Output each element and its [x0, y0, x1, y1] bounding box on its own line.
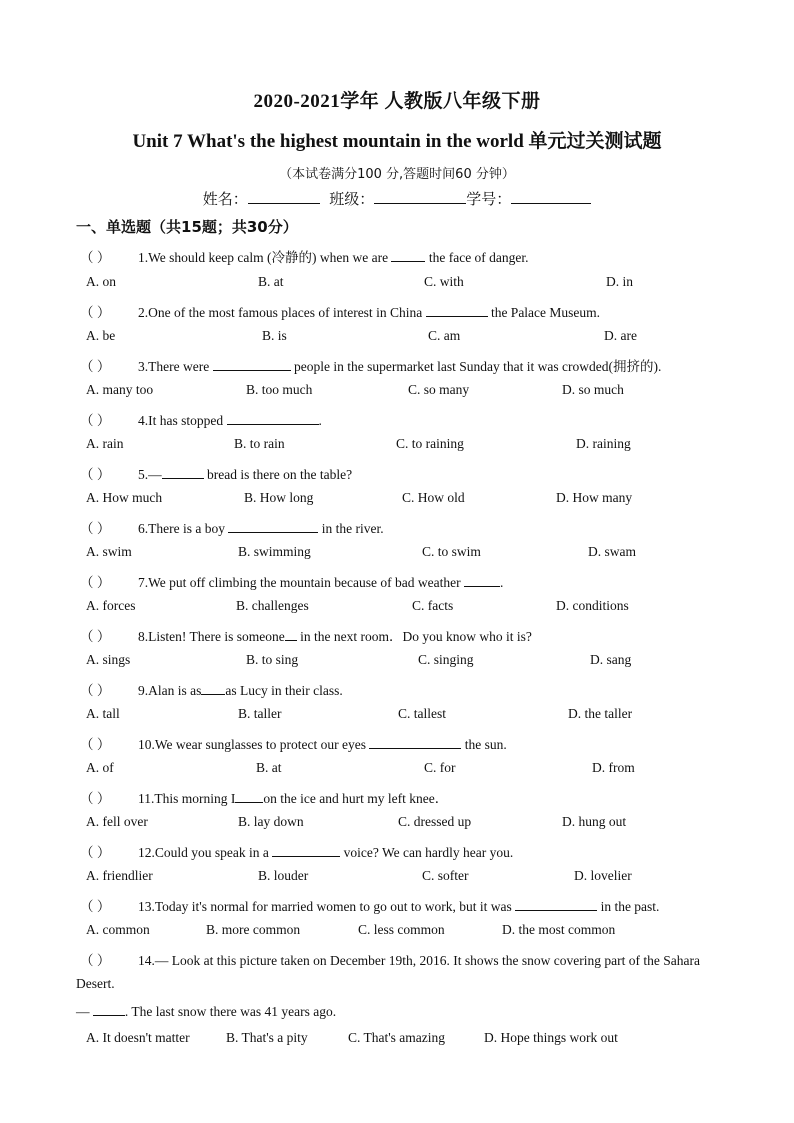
question-text-tail: in the next room．Do you know who it is? — [296, 629, 532, 644]
question-text-tail: . — [318, 413, 322, 428]
option-a[interactable]: A. friendlier — [86, 868, 153, 883]
option-b[interactable]: B. at — [258, 274, 284, 289]
dash: — — [76, 1004, 93, 1019]
question-text: 14.— Look at this picture taken on December 19th, 2016. It shows the snow covering part of the Sahara — [138, 953, 700, 968]
question-text: 6.There is a boy — [138, 521, 229, 536]
question-text-tail: voice? We can hardly hear you. — [340, 845, 514, 860]
unit-title: Unit 7 What's the highest mountain in the world 单元过关测试题 — [132, 131, 662, 152]
answer-blank — [285, 628, 297, 641]
option-b[interactable]: B. swimming — [238, 544, 311, 559]
option-c[interactable]: C. dressed up — [398, 814, 472, 829]
question-text: 7.We put off climbing the mountain because of bad weather — [138, 575, 464, 590]
answer-blank — [235, 790, 263, 803]
option-b[interactable]: B. is — [262, 328, 287, 343]
option-b[interactable]: B. lay down — [238, 814, 304, 829]
question-text-tail: in the past. — [597, 899, 660, 914]
option-d[interactable]: D. raining — [576, 436, 631, 451]
exam-title: 2020-2021学年 人教版八年级下册 — [253, 91, 541, 112]
question-14 — [80, 949, 700, 969]
option-d[interactable]: D. so much — [562, 382, 624, 397]
option-c[interactable]: C. How old — [402, 490, 465, 505]
question-text: 5.— — [138, 467, 162, 482]
option-b[interactable]: B. too much — [246, 382, 313, 397]
option-c[interactable]: C. That's amazing — [348, 1030, 446, 1045]
question-1 — [80, 246, 529, 266]
option-b[interactable]: B. louder — [258, 868, 309, 883]
answer-parentheses[interactable]: （ ） — [80, 467, 111, 482]
option-d[interactable]: D. the taller — [568, 706, 633, 721]
question-text-tail: the sun. — [461, 737, 507, 752]
answer-parentheses[interactable]: （ ） — [80, 305, 111, 320]
option-d[interactable]: D. sang — [590, 652, 632, 667]
option-c[interactable]: C. to raining — [396, 436, 464, 451]
option-b[interactable]: B. to rain — [234, 436, 285, 451]
question-text: 11.This morning I — [138, 791, 236, 806]
question-2 — [80, 301, 600, 321]
option-a[interactable]: A. of — [86, 760, 114, 775]
question-text: 1.We should keep calm (冷静的) when we are — [138, 250, 392, 265]
answer-blank — [515, 898, 597, 911]
answer-parentheses[interactable]: （ ） — [80, 521, 111, 536]
answer-blank — [162, 466, 204, 479]
option-b[interactable]: B. taller — [238, 706, 282, 721]
class-label: 班级： — [329, 190, 375, 208]
option-d[interactable]: D. Hope things work out — [484, 1030, 618, 1045]
number-blank[interactable] — [511, 189, 591, 204]
question-3 — [80, 355, 661, 375]
option-a[interactable]: A. many too — [86, 382, 154, 397]
option-d[interactable]: D. are — [604, 328, 637, 343]
student-info — [0, 188, 794, 209]
question-text-tail: the face of danger. — [425, 250, 529, 265]
answer-blank — [464, 574, 500, 587]
answer-parentheses[interactable]: （ ） — [80, 899, 111, 914]
answer-blank — [201, 682, 225, 695]
answer-blank — [213, 358, 291, 371]
answer-parentheses[interactable]: （ ） — [80, 791, 111, 806]
option-b[interactable]: B. to sing — [246, 652, 299, 667]
option-a[interactable]: A. It doesn't matter — [86, 1030, 190, 1045]
answer-blank — [228, 520, 318, 533]
name-label: 姓名： — [202, 190, 248, 208]
answer-parentheses[interactable]: （ ） — [80, 250, 111, 265]
option-a[interactable]: A. fell over — [86, 814, 148, 829]
question-8 — [80, 625, 532, 645]
question-text: 2.One of the most famous places of interest in China — [138, 305, 426, 320]
option-d[interactable]: D. in — [606, 274, 633, 289]
question-6 — [80, 517, 384, 537]
question-text-tail: people in the supermarket last Sunday that it was crowded(拥挤的). — [290, 359, 662, 374]
option-d[interactable]: D. hung out — [562, 814, 627, 829]
option-b[interactable]: B. at — [256, 760, 282, 775]
option-d[interactable]: D. lovelier — [574, 868, 632, 883]
answer-parentheses[interactable]: （ ） — [80, 359, 111, 374]
option-c[interactable]: C. singing — [418, 652, 474, 667]
question-13 — [80, 895, 659, 915]
question-9 — [80, 679, 343, 699]
answer-parentheses[interactable]: （ ） — [80, 953, 111, 968]
answer-parentheses[interactable]: （ ） — [80, 737, 111, 752]
answer-parentheses[interactable]: （ ） — [80, 575, 111, 590]
option-a[interactable]: A. tall — [86, 706, 120, 721]
question-text: 4.It has stopped — [138, 413, 227, 428]
question-11 — [80, 787, 448, 807]
option-d[interactable]: D. the most common — [502, 922, 616, 937]
answer-parentheses[interactable]: （ ） — [80, 683, 111, 698]
question-text: 13.Today it's normal for married women to go out to work, but it was — [138, 899, 516, 914]
option-b[interactable]: B. That's a pity — [226, 1030, 308, 1045]
option-a[interactable]: A. swim — [86, 544, 132, 559]
question-14-continuation: Desert. — [76, 976, 115, 991]
option-b[interactable]: B. challenges — [236, 598, 309, 613]
section-title: 一、单选题（共15题；共30分） — [76, 218, 298, 236]
question-7 — [80, 571, 503, 591]
question-text: 9.Alan is as — [138, 683, 202, 698]
option-c[interactable]: C. am — [428, 328, 461, 343]
question-10 — [80, 733, 507, 753]
option-a[interactable]: A. forces — [86, 598, 136, 613]
option-c[interactable]: C. with — [424, 274, 464, 289]
option-c[interactable]: C. so many — [408, 382, 470, 397]
question-text: 3.There were — [138, 359, 213, 374]
answer-blank — [426, 304, 488, 317]
option-a[interactable]: A. be — [86, 328, 116, 343]
option-c[interactable]: C. facts — [412, 598, 454, 613]
question-12 — [80, 841, 513, 861]
option-b[interactable]: B. How long — [244, 490, 314, 505]
question-text: 10.We wear sunglasses to protect our eyes — [138, 737, 370, 752]
option-c[interactable]: C. to swim — [422, 544, 481, 559]
option-a[interactable]: A. on — [86, 274, 116, 289]
option-c[interactable]: C. for — [424, 760, 456, 775]
option-d[interactable]: D. from — [592, 760, 635, 775]
question-text: 8.Listen! There is someone — [138, 629, 285, 644]
number-label: 学号： — [466, 190, 512, 208]
option-d[interactable]: D. How many — [556, 490, 633, 505]
question-text-tail: . — [499, 575, 504, 590]
option-a[interactable]: A. How much — [86, 490, 163, 505]
question-text-tail: on the ice and hurt my left knee． — [263, 791, 449, 806]
question-text-tail: as Lucy in their class. — [225, 683, 343, 698]
class-blank[interactable] — [374, 189, 466, 204]
question-text-tail: bread is there on the table? — [203, 467, 353, 482]
reply-text: . The last snow there was 41 years ago. — [124, 1004, 337, 1019]
name-blank[interactable] — [248, 189, 320, 204]
answer-blank — [369, 736, 461, 749]
question-14-reply — [76, 1003, 336, 1020]
answer-parentheses[interactable]: （ ） — [80, 845, 111, 860]
answer-blank — [227, 412, 319, 425]
answer-parentheses[interactable]: （ ） — [80, 629, 111, 644]
question-5 — [80, 463, 352, 483]
option-a[interactable]: A. rain — [86, 436, 124, 451]
question-text: 12.Could you speak in a — [138, 845, 273, 860]
answer-blank — [272, 844, 340, 857]
answer-blank — [93, 1003, 125, 1016]
exam-note: （本试卷满分100 分,答题时间60 分钟） — [279, 167, 515, 182]
option-c[interactable]: C. softer — [422, 868, 469, 883]
option-d[interactable]: D. swam — [588, 544, 636, 559]
option-c[interactable]: C. tallest — [398, 706, 446, 721]
option-a[interactable]: A. common — [86, 922, 150, 937]
question-4 — [80, 409, 322, 429]
option-c[interactable]: C. less common — [358, 922, 445, 937]
option-d[interactable]: D. conditions — [556, 598, 629, 613]
question-text-tail: in the river. — [318, 521, 384, 536]
answer-blank — [391, 249, 425, 262]
option-a[interactable]: A. sings — [86, 652, 131, 667]
question-text-tail: the Palace Museum. — [487, 305, 601, 320]
option-b[interactable]: B. more common — [206, 922, 301, 937]
answer-parentheses[interactable]: （ ） — [80, 413, 111, 428]
